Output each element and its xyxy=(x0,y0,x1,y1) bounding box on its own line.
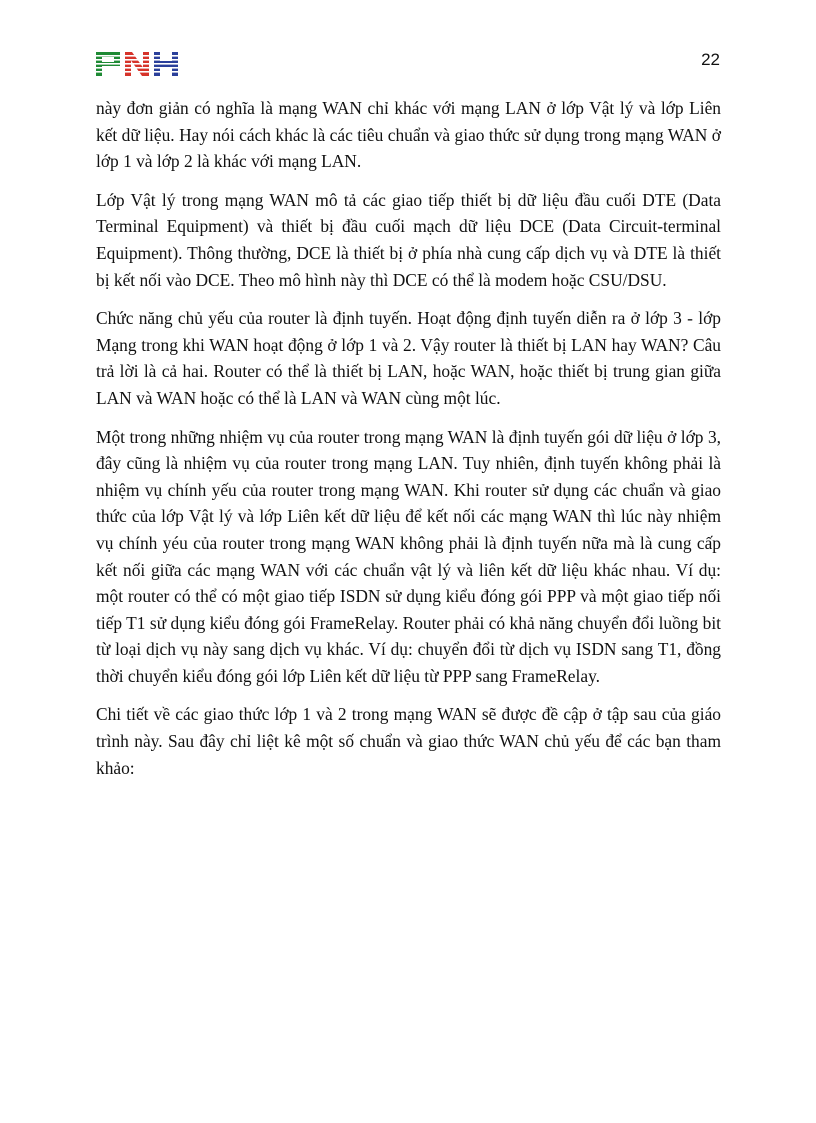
paragraph-4: Một trong những nhiệm vụ của router trong mạng WAN là định tuyến gói dữ liệu ở lớp 3, đây cũng là nhiệm vụ của router trong mạng LAN. Tuy nhiên, định tuyến không phải là nhiệm vụ chính yếu của router trong mạng WAN. Khi router sử dụng các chuẩn và giao thức của lớp Vật lý và lớp Liên kết dữ liệu để kết nối các mạng WAN thì lúc này nhiệm vụ chính yéu của router trong mạng WAN không phải là định tuyến nữa mà là cung cấp kết nối giữa các mạng WAN với các chuẩn vật lý và liên kết dữ liệu khác nhau. Ví dụ: một router có thể có một giao tiếp ISDN sử dụng kiểu đóng gói PPP và một giao tiếp nối tiếp T1 sử dụng kiểu đóng gói FrameRelay. Router phải có khả năng chuyển đổi luồng bit từ loại dịch vụ này sang dịch vụ khác. Ví dụ: chuyển đổi từ dịch vụ ISDN sang T1, đồng thời chuyển kiểu đóng gói lớp Liên kết dữ liệu từ PPP sang FrameRelay. xyxy=(96,426,721,686)
paragraph-5: Chi tiết về các giao thức lớp 1 và 2 trong mạng WAN sẽ được đề cập ở tập sau của giáo trình này. Sau đây chỉ liệt kê một số chuẩn và giao thức WAN chủ yếu để các bạn tham khảo: xyxy=(96,704,721,778)
paragraph-2: Lớp Vật lý trong mạng WAN mô tả các giao tiếp thiết bị dữ liệu đầu cuối DTE (Data Terminal Equipment) và thiết bị đầu cuối mạch dữ liệu DCE (Data Circuit-terminal Equipment). Thông thường, DCE là thiết bị ở phía nhà cung cấp dịch vụ và DTE là thiết bị kết nối vào DCE. Theo mô hình này thì DCE có thể là modem hoặc CSU/DSU. xyxy=(96,189,721,290)
pnh-logo xyxy=(96,52,178,76)
body-text xyxy=(96,95,721,793)
page-header xyxy=(0,0,816,90)
paragraph-3: Chức năng chủ yếu của router là định tuyến. Hoạt động định tuyến diễn ra ở lớp 3 - lớp Mạng trong khi WAN hoạt động ở lớp 1 và 2. Vậy router là thiết bị LAN hay WAN? Câu trả lời là cả hai. Router có thể là thiết bị LAN, hoặc WAN, hoặc thiết bị trung gian giữa LAN và WAN hoặc có thể là LAN và WAN cùng một lúc. xyxy=(96,308,721,408)
page-number: 22 xyxy=(701,50,720,69)
paragraph-1: này đơn giản có nghĩa là mạng WAN chỉ khác với mạng LAN ở lớp Vật lý và lớp Liên kết dữ liệu. Hay nói cách khác là các tiêu chuẩn và giao thức sử dụng trong mạng WAN ở lớp 1 và lớp 2 là khác với mạng LAN. xyxy=(96,98,721,172)
pnh-logo-graphic xyxy=(96,52,178,76)
